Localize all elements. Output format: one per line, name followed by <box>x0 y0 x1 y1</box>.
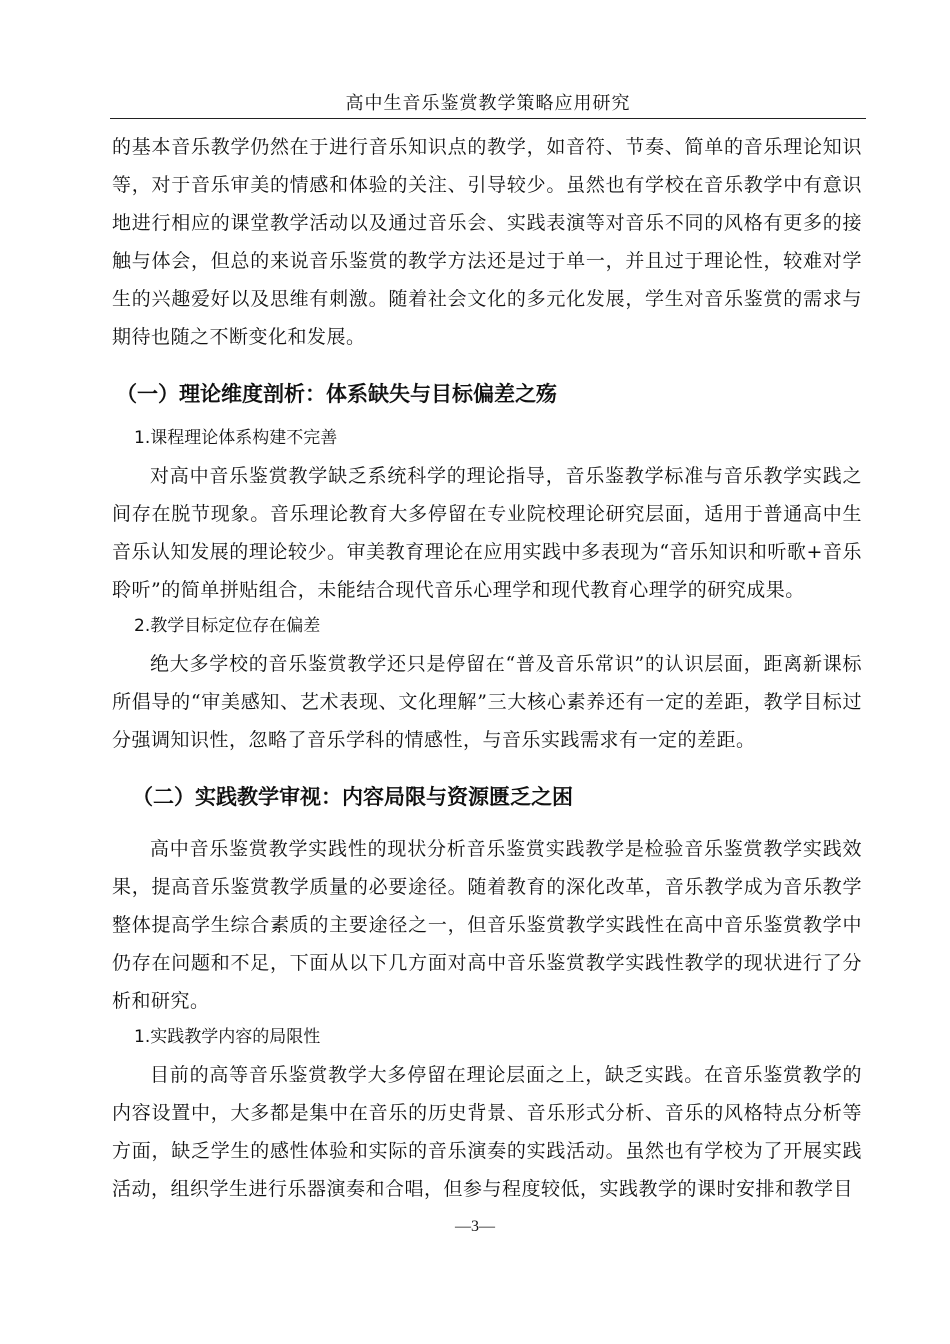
body-content <box>112 128 862 1208</box>
paragraph-subsection-2: 绝大多学校的音乐鉴赏教学还只是停留在“普及音乐常识”的认识层面，距离新课标所倡导的“审美感知、艺术表现、文化理解”三大核心素养还有一定的差距，教学目标过分强调知识性，忽略了音乐学科的情感性，与音乐实践需求有一定的差距。 <box>112 653 862 751</box>
paragraph-section-2: 高中音乐鉴赏教学实践性的现状分析音乐鉴赏实践教学是检验音乐鉴赏教学实践效果，提高音乐鉴赏教学质量的必要途径。随着教育的深化改革，音乐教学成为音乐教学整体提高学生综合素质的主要途径之一，但音乐鉴赏教学实践性在高中音乐鉴赏教学中仍存在问题和不足，下面从以下几方面对高中音乐鉴赏教学实践性教学的现状进行了分析和研究。 <box>112 838 862 1012</box>
paragraph-intro: 的基本音乐教学仍然在于进行音乐知识点的教学，如音符、节奏、简单的音乐理论知识等，对于音乐审美的情感和体验的关注、引导较少。虽然也有学校在音乐教学中有意识地进行相应的课堂教学活动以及通过音乐会、实践表演等对音乐不同的风格有更多的接触与体会，但总的来说音乐鉴赏的教学方法还是过于单一，并且过于理论性，较难对学生的兴趣爱好以及思维有刺激。随着社会文化的多元化发展，学生对音乐鉴赏的需求与期待也随之不断变化和发展。 <box>112 136 862 348</box>
section-heading-2: （二）实践教学审视：内容局限与资源匮乏之困 <box>132 785 573 809</box>
subsection-heading-2: 2.教学目标定位存在偏差 <box>134 616 321 636</box>
subsection-heading-3: 1.实践教学内容的局限性 <box>134 1027 321 1047</box>
paragraph-subsection-1: 对高中音乐鉴赏教学缺乏系统科学的理论指导，音乐鉴教学标准与音乐教学实践之间存在脱节现象。音乐理论教育大多停留在专业院校理论研究层面，适用于普通高中生音乐认知发展的理论较少。审美教育理论在应用实践中多表现为“音乐知识和听歌+音乐聆听”的简单拼贴组合，未能结合现代音乐心理学和现代教育心理学的研究成果。 <box>112 465 862 601</box>
section-heading-1: （一）理论维度剖析：体系缺失与目标偏差之殇 <box>116 382 557 406</box>
running-header-title: 高中生音乐鉴赏教学策略应用研究 <box>345 93 631 114</box>
paragraph-subsection-3: 目前的高等音乐鉴赏教学大多停留在理论层面之上，缺乏实践。在音乐鉴赏教学的内容设置中，大多都是集中在音乐的历史背景、音乐形式分析、音乐的风格特点分析等方面，缺乏学生的感性体验和实际的音乐演奏的实践活动。虽然也有学校为了开展实践活动，组织学生进行乐器演奏和合唱，但参与程度较低，实践教学的课时安排和教学目 <box>112 1064 862 1200</box>
page-number: —3— <box>455 1218 495 1235</box>
header-divider <box>110 118 866 119</box>
subsection-heading-1: 1.课程理论体系构建不完善 <box>134 428 338 448</box>
